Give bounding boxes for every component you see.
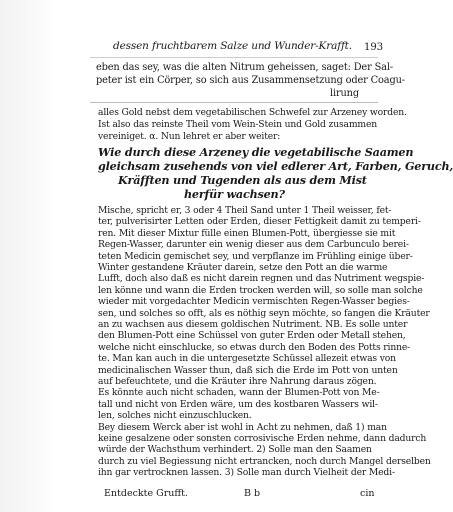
section-heading: gleichsam zusehends von viel edlerer Art, Farben, Geruch, <box>98 159 453 173</box>
section-heading: herfür wachsen? <box>184 187 285 201</box>
text-line: tall und nicht von Erden wäre, um des kostbaren Wassers wil- <box>98 398 378 410</box>
text-line: durch zu viel Begiessung nicht ertrancken, noch durch Mangel derselben <box>98 455 431 467</box>
text-line: wieder mit vorgedachter Medicin vermischten Regen-Wasser begies- <box>98 296 410 308</box>
text-line: Winter gestandene Kräuter darein, setze den Pott an die warme <box>98 262 388 273</box>
text-line: welche nicht einschlucke, so etwas durch den Boden des Potts rinne- <box>98 341 411 353</box>
catchword-left: Entdeckte Grufft. <box>104 488 188 499</box>
text-line: teten Medicin gemischet sey, und verpflanze im Frühling einige über- <box>98 250 413 262</box>
text-line: auf befeuchtete, und die Kräuter ihre Nahrung daraus zögen. <box>98 376 377 387</box>
text-line: alles Gold nebst dem vegetabilischen Schwefel zur Arzeney worden. <box>98 107 407 118</box>
text-line: würde der Wachsthum verhindert. 2) Solle man den Saamen <box>98 444 372 456</box>
text-line: medicinalischen Wasser thun, daß sich die Erde im Pott von unten <box>98 364 398 376</box>
section-heading: Wie durch diese Arzeney die vegetabilische Saamen <box>98 145 414 159</box>
text-line: Ist also das reinste Theil vom Wein-Stein und Gold zusammen <box>98 119 378 130</box>
slip-line: eben das sey, was die alten Nitrum geheissen, saget: Der Sal- <box>96 62 393 73</box>
slip-line: peter ist ein Cörper, so sich aus Zusammensetzung oder Coagu- <box>96 75 405 86</box>
signature-mark: B b <box>244 488 261 499</box>
text-line: ter, pulverisirter Letten oder Erden, dieser Fettigkeit damit zu temperi- <box>98 216 421 228</box>
text-line: ihn gar vertrocknen lassen. 3) Solle man durch Vielheit der Medi- <box>98 467 395 479</box>
text-line: len könne und wann die Erden trocken werden will, so solle man solche <box>98 284 423 296</box>
text-line: Bey diesem Werck aber ist wohl in Acht zu nehmen, daß 1) man <box>98 421 387 433</box>
text-line: vereiniget. α. Nun lehret er aber weiter: <box>98 131 281 142</box>
catchword-right: cin <box>360 488 375 499</box>
section-heading: Kräfften und Tugenden als aus dem Mist <box>118 173 367 187</box>
text-line: Regen-Wasser, darunter ein wenig dieser aus dem Carbunculo berei- <box>98 239 409 251</box>
running-title: dessen fruchtbarem Salze und Wunder-Krafft. <box>113 40 352 52</box>
page-number: 193 <box>364 42 384 53</box>
text-line: sen, und solches so offt, als es nöthig seyn möchte, so fangen die Kräuter <box>98 307 430 319</box>
text-line: te. Man kan auch in die untergesetzte Schüssel allezeit etwas von <box>98 353 396 365</box>
text-line: an zu wachsen aus diesem goldischen Nutriment. NB. Es solle unter <box>98 319 408 330</box>
text-line: Es könnte auch nicht schaden, wann der Blumen-Pott von Me- <box>98 387 380 399</box>
text-line: keine gesalzene oder sonsten corrosivische Erden nehme, dann dadurch <box>98 433 427 444</box>
scan-shadow <box>0 0 58 512</box>
slip-line: lirung <box>330 88 359 99</box>
text-line: Lufft, doch also daß es nicht darein regnen und das Nutriment wegspie- <box>98 273 425 285</box>
text-line: len, solches nicht einzuschlucken. <box>98 410 252 422</box>
text-line: den Blumen-Pott eine Schüssel von guter Erden oder Metall stehen, <box>98 330 406 342</box>
text-line: ren. Mit dieser Mixtur fülle einen Blumen-Pott, übergiesse sie mit <box>98 227 396 239</box>
text-line: Mische, spricht er, 3 oder 4 Theil Sand unter 1 Theil weisser, fet- <box>98 205 392 216</box>
